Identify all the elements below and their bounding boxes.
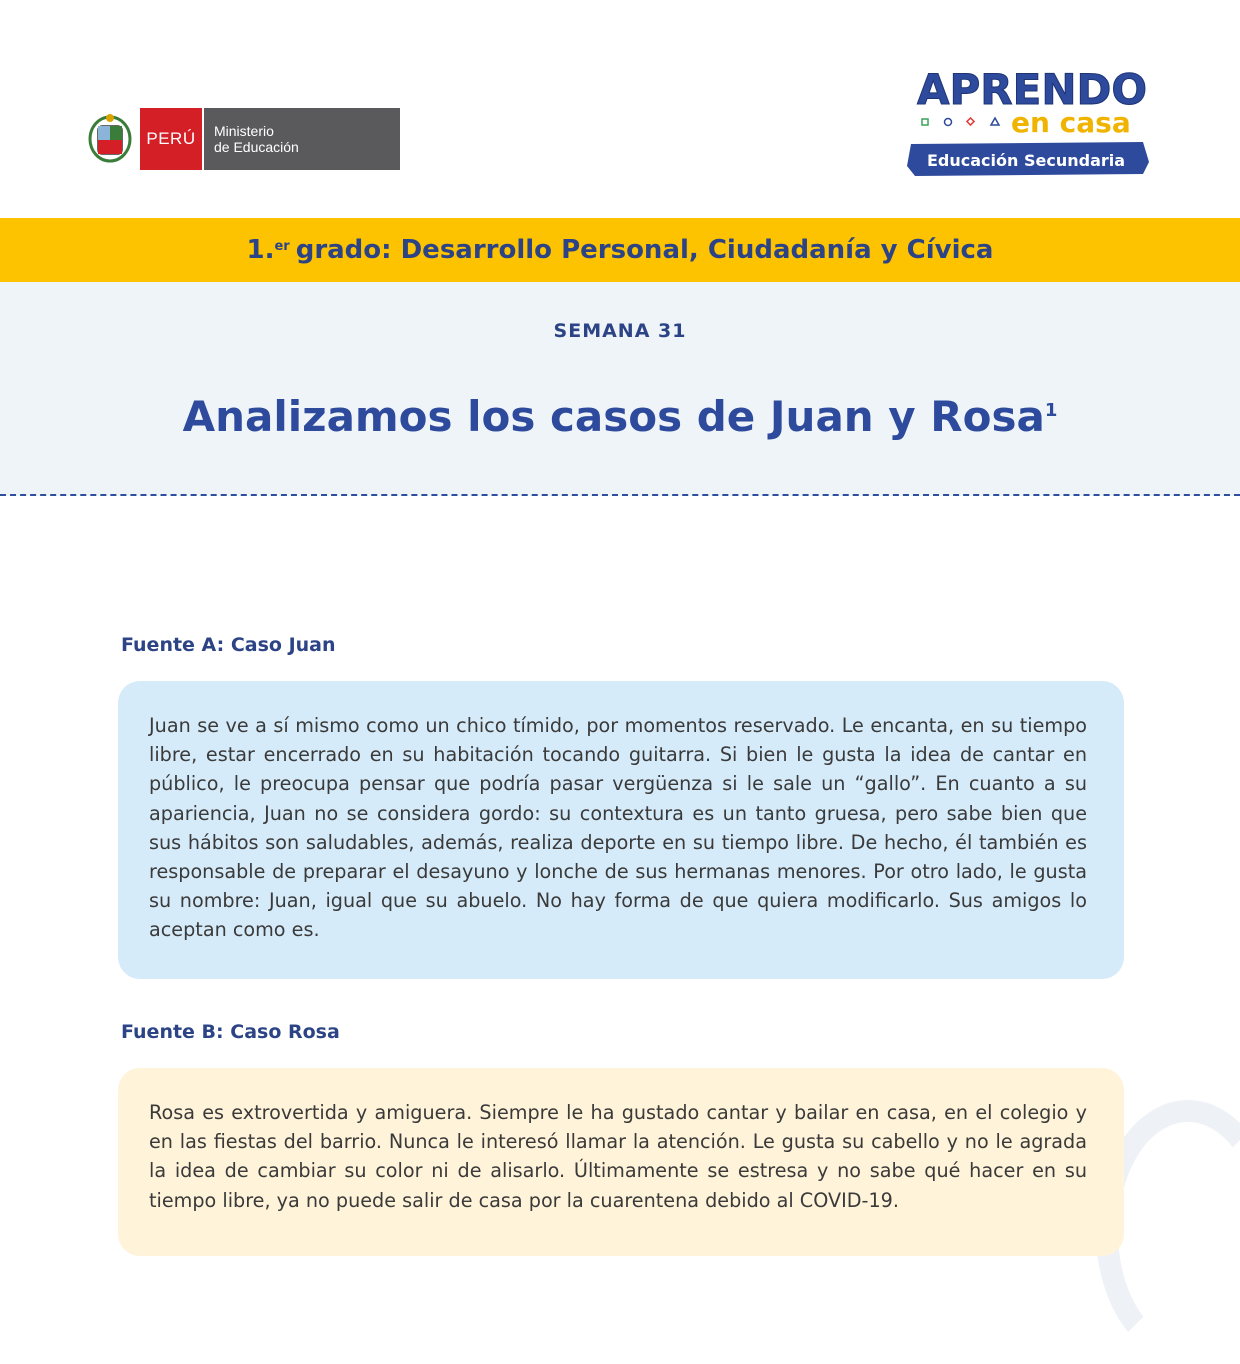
square-icon [922,119,928,125]
source-b-heading: Fuente B: Caso Rosa [121,1021,340,1043]
logo-title: APRENDO [917,65,1148,114]
title-area [0,282,1240,496]
coat-of-arms-icon [86,108,134,170]
aprendo-en-casa-logo [905,62,1155,182]
diamond-icon [967,118,974,125]
week-label: SEMANA 31 [553,320,687,342]
logo-banner: Educación Secundaria [927,151,1126,170]
minedu-logo [86,108,400,170]
source-b-box [118,1068,1124,1256]
page-title [0,392,1240,441]
grade-superscript: er [274,238,290,254]
source-a-text: Juan se ve a sí mismo como un chico tímido, por momentos reservado. Le encanta, en su tiempo libre, estar encerrado en su habitación tocando guitarra. Si bien le gusta la idea de cantar en público, le preocupa pensar que podría pasar vergüenza si le sale un “gallo”. En cuanto a su apariencia, Juan no se considera gordo: su contextura es un tanto gruesa, pero sabe bien que sus hábitos son saludables, además, realiza deporte en su tiempo libre. De hecho, él también es responsable de preparar el desayuno y lonche de sus hermanas menores. Por otro lado, le gusta su nombre: Juan, igual que su abuelo. No hay forma de que quiera modificarlo. Sus amigos lo aceptan como es. [149,714,1087,942]
triangle-icon [991,118,999,125]
circle-icon [945,119,952,126]
grade-text: grado: Desarrollo Personal, Ciudadanía y Cívica [295,235,994,265]
peru-label: PERÚ [140,108,202,170]
ministry-line-1: Ministerio [214,123,274,139]
ministry-line-2: de Educación [214,139,299,155]
logo-subtitle: en casa [1011,106,1131,139]
grade-number: 1. [246,235,275,265]
title-footnote: 1 [1044,400,1058,421]
source-a-box [118,681,1124,979]
source-b-text: Rosa es extrovertida y amiguera. Siempre le ha gustado cantar y bailar en casa, en el colegio y en las fiestas del barrio. Nunca le interesó llamar la atención. Le gusta su cabello y no le agrada la idea de cambiar su color ni de alisarlo. Últimamente se estresa y no sabe qué hacer en su tiempo libre, ya no puede salir de casa por la cuarentena debido al COVID-19. [149,1101,1087,1212]
source-a-heading: Fuente A: Caso Juan [121,634,336,656]
grade-band [0,218,1240,282]
ministry-label [202,108,400,170]
page-title-text: Analizamos los casos de Juan y Rosa [182,392,1045,441]
